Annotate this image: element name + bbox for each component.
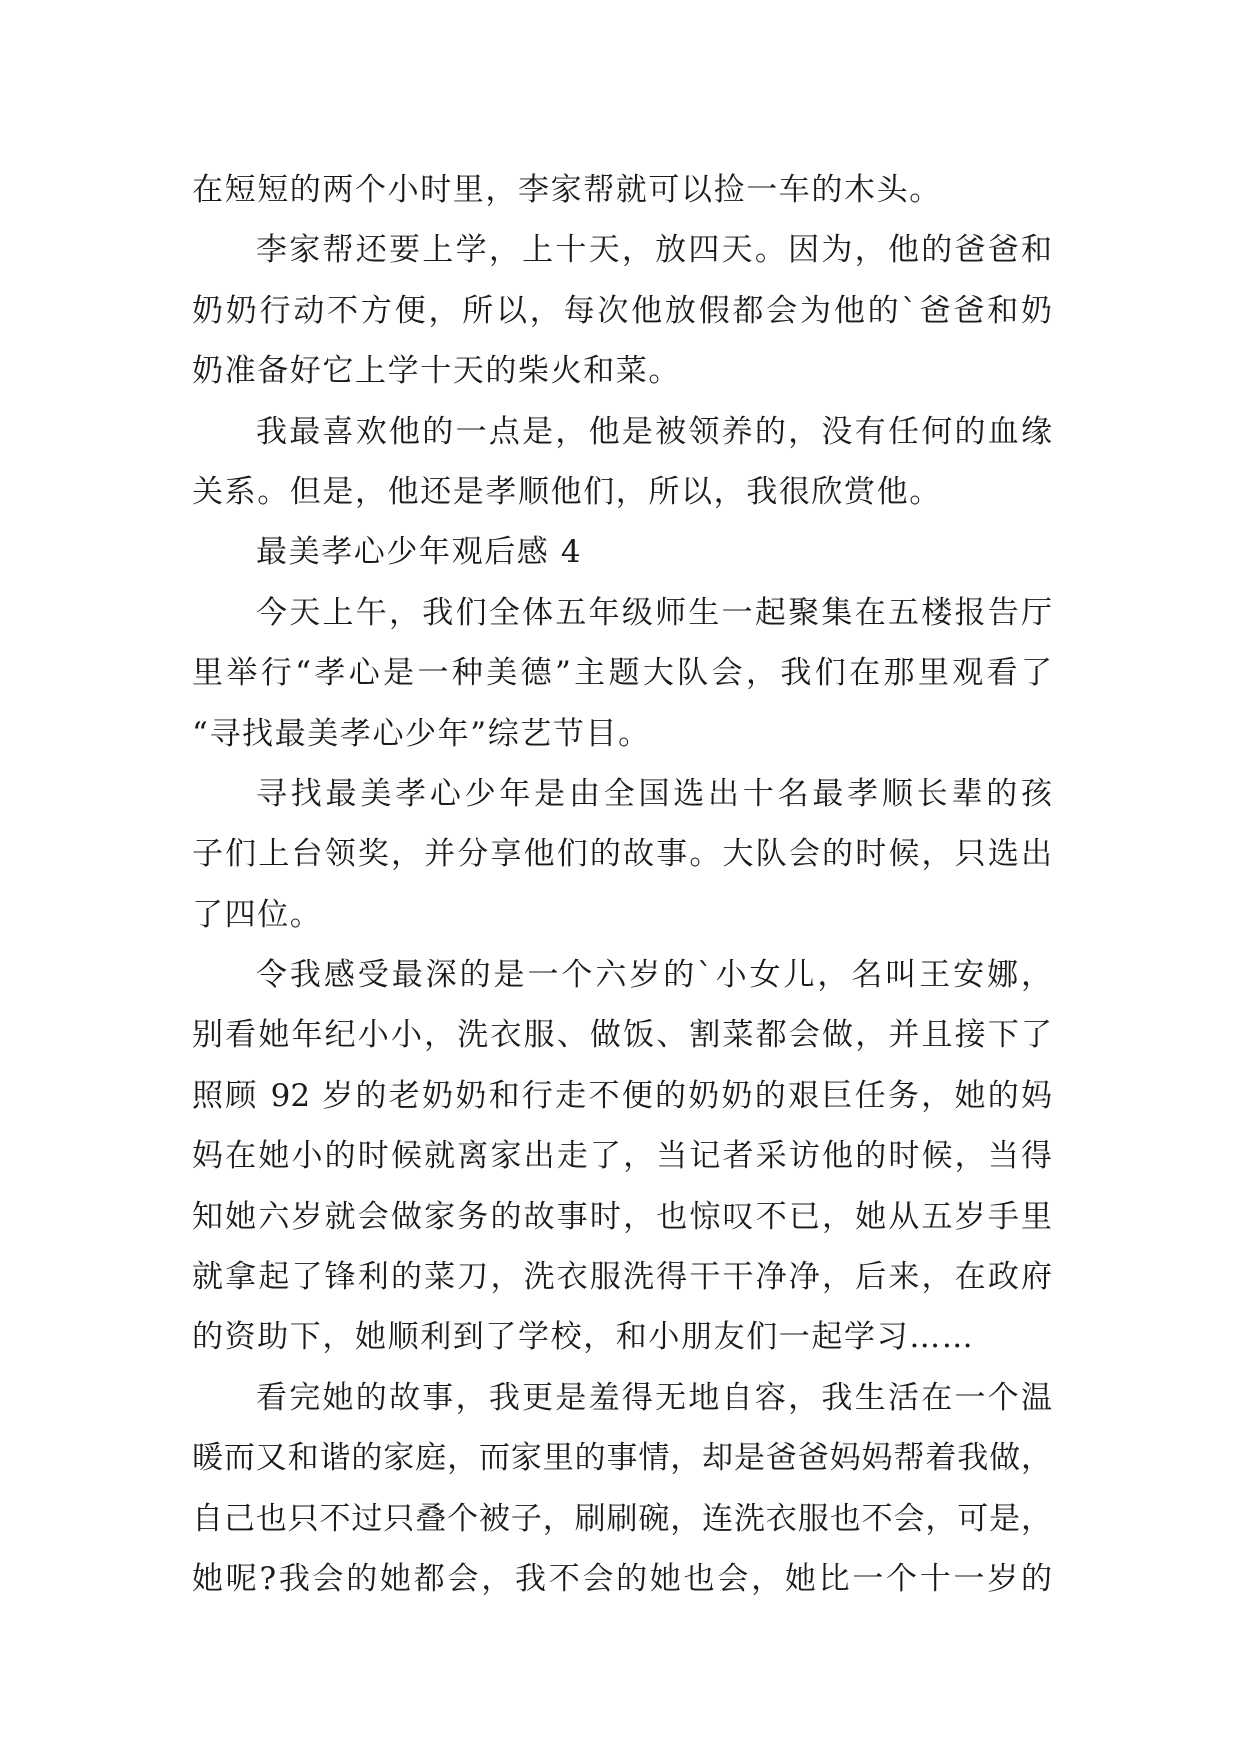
text-line: 子们上台领奖，并分享他们的故事。大队会的时候，只选出 [192,836,1052,873]
text-line: 知她六岁就会做家务的故事时，也惊叹不已，她从五岁手里 [192,1198,1052,1235]
text-line: 就拿起了锋利的菜刀，洗衣服洗得干干净净，后来，在政府 [192,1259,1052,1296]
text-line: 令我感受最深的是一个六岁的`小女儿，名叫王安娜， [256,957,1052,994]
text-line: 自己也只不过只叠个被子，刷刷碗，连洗衣服也不会，可是， [192,1500,1052,1537]
text-line: 里举行“孝心是一种美德”主题大队会，我们在那里观看了 [192,655,1052,692]
text-line: 李家帮还要上学，上十天，放四天。因为，他的爸爸和 [256,232,1052,269]
text-line: 照顾 92 岁的老奶奶和行走不便的奶奶的艰巨任务，她的妈 [192,1077,1052,1114]
text-line: 关系。但是，他还是孝顺他们，所以，我很欣赏他。 [192,473,942,510]
text-line: 看完她的故事，我更是羞得无地自容，我生活在一个温 [256,1379,1052,1416]
text-line: 最美孝心少年观后感 4 [256,534,583,571]
text-line: “寻找最美孝心少年”综艺节目。 [192,715,651,752]
text-line: 今天上午，我们全体五年级师生一起聚集在五楼报告厅 [256,594,1052,631]
text-line: 她呢?我会的她都会，我不会的她也会，她比一个十一岁的 [192,1560,1052,1597]
text-line: 寻找最美孝心少年是由全国选出十名最孝顺长辈的孩 [256,775,1052,812]
text-line: 暖而又和谐的家庭，而家里的事情，却是爸爸妈妈帮着我做， [192,1440,1052,1477]
text-line: 的资助下，她顺利到了学校，和小朋友们一起学习…… [192,1319,975,1356]
document-body [192,160,1052,1609]
text-line: 奶准备好它上学十天的柴火和菜。 [192,353,681,390]
text-line: 我最喜欢他的一点是，他是被领养的，没有任何的血缘 [256,413,1052,450]
text-line: 妈在她小的时候就离家出走了，当记者采访他的时候，当得 [192,1138,1052,1175]
text-line: 别看她年纪小小，洗衣服、做饭、割菜都会做，并且接下了 [192,1017,1052,1054]
text-line: 了四位。 [192,896,323,933]
text-line: 奶奶行动不方便，所以，每次他放假都会为他的`爸爸和奶 [192,292,1052,329]
text-line: 在短短的两个小时里，李家帮就可以捡一车的木头。 [192,172,942,208]
